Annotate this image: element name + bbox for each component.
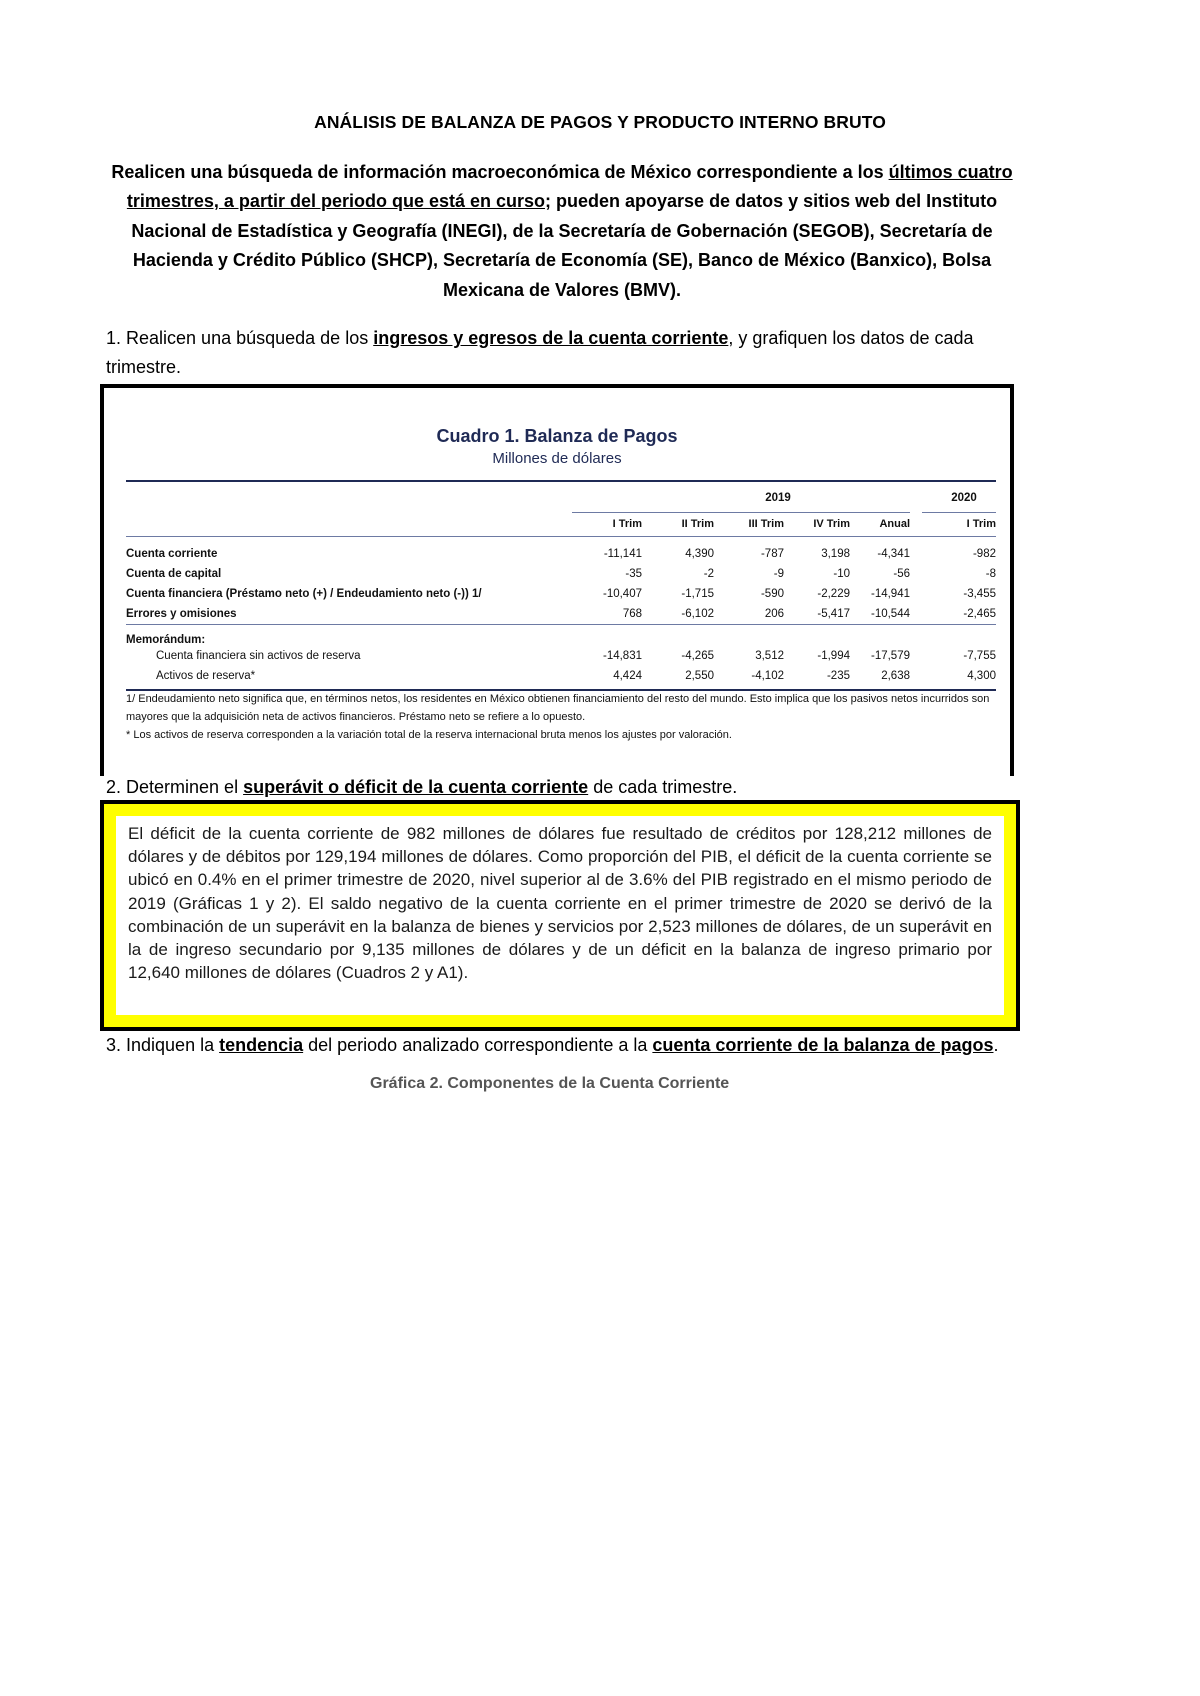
column-header: I Trim [966,518,996,530]
column-header: I Trim [612,518,642,530]
question-3-mid: del periodo analizado correspondiente a la [303,1035,653,1055]
question-2-number: 2. [106,777,122,797]
table-cell: -8 [985,568,996,580]
question-3-underlined-2: cuenta corriente de la balanza de pagos [652,1035,994,1055]
table-cell: -5,417 [817,608,850,620]
question-1 [106,324,1026,383]
table-cell: -56 [893,568,910,580]
table-cell: 4,424 [613,670,642,682]
intro-text-pre: Realicen una búsqueda de información macroeconómica de México correspondiente a los [111,162,889,182]
table-cell: -14,941 [870,588,910,600]
table-cell: 4,390 [685,548,714,560]
table-cell: -7,755 [963,650,996,662]
table-cell: -35 [625,568,642,580]
table-cell: 2,638 [881,670,910,682]
cut-off-chart-caption-text: Gráfica 2. Componentes de la Cuenta Corriente [370,1075,730,1092]
question-3-underlined-1: tendencia [219,1035,304,1055]
errors-row-rule [126,624,996,625]
table-cell: -4,102 [751,670,784,682]
question-3-post: . [993,1035,999,1055]
question-3-pre: Indiquen la [121,1035,220,1055]
question-3 [106,1031,1026,1060]
table-note-2: * Los activos de reserva corresponden a la variación total de la reserva internacional bruta menos los ajustes por valoración. [126,729,732,741]
table-cell: -10 [833,568,850,580]
table-cell: -235 [826,670,850,682]
balance-of-payments-table-frame [100,384,1014,776]
table-top-rule [126,480,996,482]
document-title: ANÁLISIS DE BALANZA DE PAGOS Y PRODUCTO INTERNO BRUTO [314,112,886,132]
table-note-1: 1/ Endeudamiento neto significa que, en términos netos, los residentes en México obtienen financiamiento del resto del mundo. Esto implica que los pasivos netos incurridos son mayores que la adquisición neta de activos financieros. Préstamo neto se refiere a lo opuesto. [126,693,990,723]
table-cell: -4,265 [681,650,714,662]
question-2-post: de cada trimestre. [588,777,738,797]
table-title: Cuadro 1. Balanza de Pagos [436,426,678,446]
table-cell: -2 [703,568,714,580]
question-1-post: , y grafiquen los datos de cada trimestre. [106,328,974,378]
memo-label: Memorándum: [126,634,206,646]
table-subtitle: Millones de dólares [492,450,622,467]
year-2020-rule [922,512,996,513]
table-cell: -10,407 [602,588,642,600]
table-row-label: Errores y omisiones [126,608,237,620]
table-cell: -14,831 [602,650,642,662]
question-2 [106,773,1026,802]
column-header: III Trim [748,518,784,530]
table-row-label: Activos de reserva* [156,670,256,682]
table-cell: 3,512 [755,650,784,662]
question-2-pre: Determinen el [121,777,244,797]
table-cell: 4,300 [967,670,996,682]
answer-text: El déficit de la cuenta corriente de 982 millones de dólares fue resultado de créditos por 128,212 millones de dólares y de débitos por 129,194 millones de dólares. Como proporción del PIB, el déficit de la cuenta corriente se ubicó en 0.4% en el primer trimestre de 2020, nivel superior al de 3.6% del PIB registrado en el mismo periodo de 2019 (Gráficas 1 y 2). El saldo negativo de la cuenta corriente en el primer trimestre de 2020 se derivó de la combinación de un superávit en la balanza de bienes y servicios por 2,523 millones de dólares, de un superávit en la de ingreso secundario por 9,135 millones de dólares y de un déficit en la balanza de ingreso primario por 12,640 millones de dólares (Cuadros 2 y A1). [116,816,1004,1015]
table-cell: -2,229 [817,588,850,600]
table-cell: -3,455 [963,588,996,600]
intro-paragraph [102,158,1022,305]
column-header-rule [126,536,996,537]
table-cell: 206 [764,608,784,620]
table-cell: -2,465 [963,608,996,620]
question-2-underlined: superávit o déficit de la cuenta corriente [243,777,589,797]
table-cell: -590 [760,588,784,600]
table-cell: -11,141 [603,548,642,560]
year-2019-rule [572,512,910,513]
table-cell: -17,579 [870,650,910,662]
table-cell: -1,994 [817,650,850,662]
table-row-label: Cuenta financiera sin activos de reserva [156,650,361,662]
question-1-number: 1. [106,328,122,348]
table-row-label: Cuenta financiera (Préstamo neto (+) / Endeudamiento neto (-)) 1/ [126,588,482,600]
table-cell: 768 [622,608,642,620]
question-1-underlined: ingresos y egresos de la cuenta corriente [373,328,729,348]
table-cell: -4,341 [877,548,910,560]
year-2019-header: 2019 [765,492,791,504]
table-row-label: Cuenta de capital [126,568,222,580]
column-header: Anual [879,518,910,530]
table-cell: -9 [773,568,784,580]
column-header: IV Trim [813,518,850,530]
table-cell: -1,715 [681,588,714,600]
table-cell: 2,550 [685,670,714,682]
table-cell: -10,544 [870,608,910,620]
table-cell: -6,102 [681,608,714,620]
question-3-number: 3. [106,1035,122,1055]
intro-text-post: ; pueden apoyarse de datos y sitios web del Instituto Nacional de Estadística y Geografía (INEGI), de la Secretaría de Gobernación (SEGOB), Secretaría de Hacienda y Crédito Público (SHCP), Secretaría de Economía (SE), Banco de México (Banxico), Bolsa Mexicana de Valores (BMV). [131,191,998,300]
table-cell: 3,198 [821,548,850,560]
table-cell: -787 [760,548,784,560]
answer-highlight-box [100,800,1020,1031]
question-1-pre: Realicen una búsqueda de los [121,328,374,348]
cut-off-chart-caption [370,1075,790,1094]
column-header: II Trim [681,518,714,530]
table-row-label: Cuenta corriente [126,548,218,560]
table-cell: -982 [972,548,996,560]
year-2020-header: 2020 [951,492,977,504]
intro-text-underlined: últimos cuatro trimestres, a partir del periodo que está en curso [126,162,1013,212]
